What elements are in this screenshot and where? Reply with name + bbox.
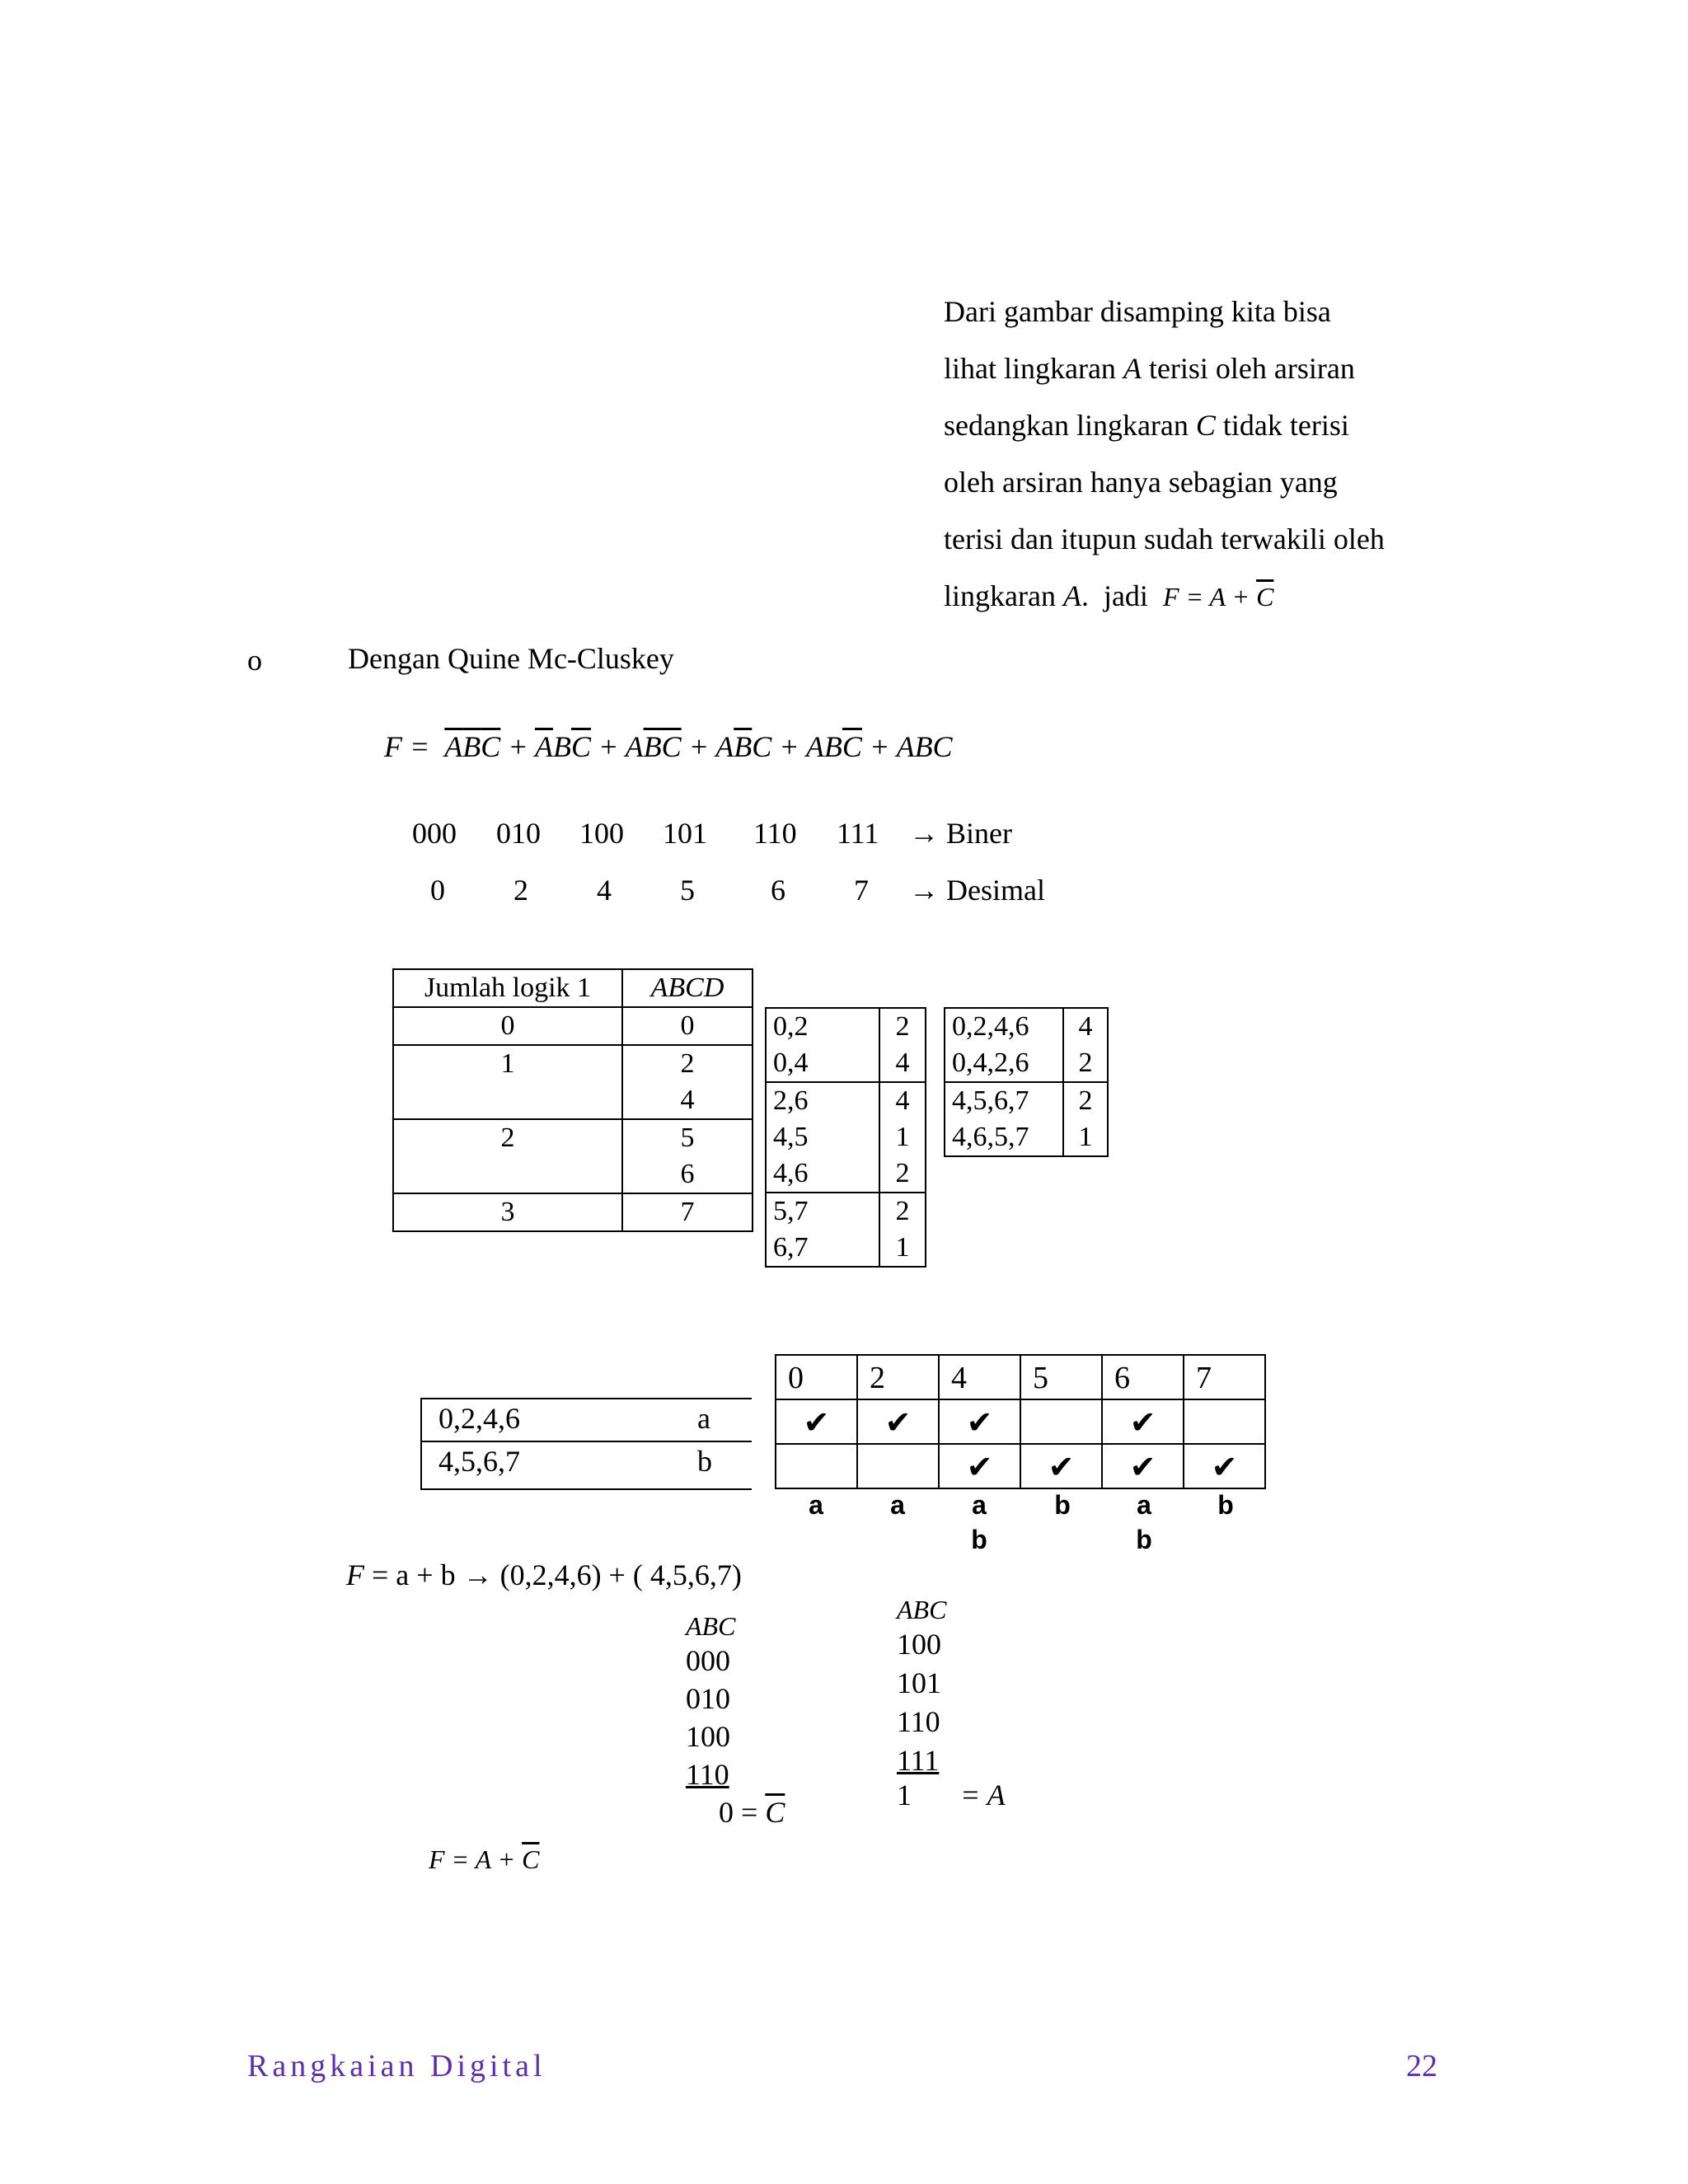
table-row (766, 1119, 926, 1155)
table-cell: 4 (622, 1082, 753, 1119)
table-cell: 4,6 (766, 1155, 879, 1193)
chart-column-header: 2 (856, 1354, 940, 1400)
column-tag: a (890, 1490, 905, 1520)
binary-value: 111 (837, 817, 879, 850)
table-cell: 4 (1063, 1008, 1108, 1045)
binary-value: 000 (412, 817, 457, 850)
group-right-row: 110 (897, 1705, 940, 1738)
table-cell: 6 (622, 1156, 753, 1193)
table-cell (393, 1156, 622, 1193)
table-row (393, 1045, 753, 1082)
column-tag: b (1054, 1490, 1071, 1520)
table-cell: 2 (879, 1193, 926, 1230)
table-cell: 3 (393, 1193, 622, 1231)
group-right-row: 111 (897, 1744, 940, 1777)
table-cell: 0,4,2,6 (945, 1045, 1063, 1082)
prime-row-divider (422, 1441, 752, 1442)
table-cell: 2 (879, 1155, 926, 1193)
chart-cell-a (938, 1399, 1021, 1445)
table-cell: 4 (879, 1045, 926, 1082)
chart-cell-b (1101, 1443, 1184, 1489)
check-icon: ✔ (966, 1404, 993, 1441)
chart-column-header: 4 (938, 1354, 1021, 1400)
chart-cell-a (1183, 1399, 1266, 1445)
inline-formula: $F = A + \overline{C}$ (1162, 582, 1274, 612)
coverage-tags (775, 1490, 1268, 1564)
table-row (393, 1193, 753, 1231)
table-cell: 2 (393, 1119, 622, 1156)
table-cell: 2,6 (766, 1082, 879, 1119)
group-left-row: 110 (686, 1758, 729, 1791)
check-icon: ✔ (966, 1449, 993, 1485)
decimal-value: 0 (430, 874, 445, 907)
group-right-result (897, 1778, 1006, 1812)
chart-cell-b (775, 1443, 858, 1489)
table-cell: 0,2 (766, 1008, 879, 1045)
table-row (393, 1082, 753, 1119)
decimal-value: 7 (854, 874, 869, 907)
table-cell: 5,7 (766, 1193, 879, 1230)
column-tag: b (971, 1525, 987, 1554)
column-tag: a (972, 1490, 987, 1520)
binary-value: 100 (579, 817, 624, 850)
binary-label: → Biner (909, 817, 1012, 850)
table-cell: 6,7 (766, 1230, 879, 1267)
decimal-label: → Desimal (909, 874, 1045, 907)
table-cell (393, 1082, 622, 1119)
prime-terms: 4,5,6,7 (438, 1445, 520, 1478)
result-f: F (346, 1558, 364, 1591)
group-right-eq: = A (960, 1779, 1006, 1811)
binary-value: 101 (663, 817, 707, 850)
decimal-value: 2 (513, 874, 528, 907)
column-tag: b (1217, 1490, 1234, 1520)
table-row (766, 1230, 926, 1267)
table-row (766, 1008, 926, 1045)
group-left (686, 1611, 785, 1830)
prime-terms: 0,2,4,6 (438, 1402, 520, 1435)
table-row (393, 1007, 753, 1045)
final-formula: $F = A + \overline{C}$ (429, 1844, 540, 1874)
paragraph-line: lingkaran A. jadi $F = A + \overline{C}$ (944, 579, 1274, 612)
result-line (346, 1558, 742, 1592)
result-text: = a + b → (0,2,4,6) + ( 4,5,6,7) (364, 1558, 742, 1591)
table-cell: 4 (879, 1082, 926, 1119)
header-abcd: ABCD (622, 969, 753, 1007)
chart-column-header: 7 (1183, 1354, 1266, 1400)
table-cell: 1 (393, 1045, 622, 1082)
chart-cell-a (1101, 1399, 1184, 1445)
table-row (945, 1045, 1108, 1082)
prime-label: b (697, 1445, 712, 1478)
prime-label: a (697, 1402, 710, 1435)
chart-cell-b (938, 1443, 1021, 1489)
table-cell: 0,4 (766, 1045, 879, 1082)
decimal-value: 6 (771, 874, 785, 907)
check-icon: ✔ (884, 1404, 912, 1441)
binary-value: 010 (496, 817, 541, 850)
prime-implicant-table (420, 1398, 752, 1490)
decimal-value: 4 (597, 874, 612, 907)
table-row (945, 1119, 1108, 1156)
check-icon: ✔ (1048, 1449, 1075, 1485)
bullet-marker: o (247, 644, 262, 677)
chart-cell-a (856, 1399, 940, 1445)
group-left-header: ABC (686, 1611, 736, 1641)
group-right-header: ABC (897, 1595, 947, 1624)
table-row (945, 1082, 1108, 1119)
chart-column-header: 0 (775, 1354, 858, 1400)
table-cell: 2 (1063, 1082, 1108, 1119)
table-cell: 4,6,5,7 (945, 1119, 1063, 1156)
check-icon: ✔ (1129, 1404, 1156, 1441)
chart-column-header: 5 (1020, 1354, 1103, 1400)
group-right (897, 1595, 1006, 1812)
quad-table (944, 1007, 1109, 1157)
group-right-row: 101 (897, 1666, 941, 1699)
chart-cell-b (1020, 1443, 1103, 1489)
footer-page-number: 22 (1406, 2049, 1437, 2083)
chart-cell-b (1183, 1443, 1266, 1489)
chart-cell-a (775, 1399, 858, 1445)
paragraph-line: terisi dan itupun sudah terwakili oleh (944, 523, 1385, 555)
table-row (393, 1156, 753, 1193)
check-icon: ✔ (803, 1404, 830, 1441)
table-row (766, 1082, 926, 1119)
footer-title: Rangkaian Digital (247, 2049, 546, 2083)
table-cell: 4,5,6,7 (945, 1082, 1063, 1119)
table-cell: 0,2,4,6 (945, 1008, 1063, 1045)
table-cell: 2 (879, 1008, 926, 1045)
table-cell: 5 (622, 1119, 753, 1156)
table-cell: 0 (393, 1007, 622, 1045)
chart-column-header: 6 (1101, 1354, 1184, 1400)
grouping-table (392, 968, 753, 1232)
table-cell: 0 (622, 1007, 753, 1045)
sop-formula: $F = \overline{A}\overline{B}\overline{C} + \overline{A}B\overline{C} + A\overline{B}\overline{C} + A\overline{B}C + AB\overline{C}$ + ABC (384, 730, 953, 763)
group-left-result: $0 = \overline{C}$ (719, 1796, 785, 1829)
paragraph-line: lihat lingkaran A terisi oleh arsiran (944, 352, 1355, 385)
group-left-row: 000 (686, 1644, 730, 1677)
check-icon: ✔ (1129, 1449, 1156, 1485)
group-left-row: 010 (686, 1682, 730, 1715)
table-row (393, 1119, 753, 1156)
section-title: Dengan Quine Mc-Cluskey (348, 642, 674, 675)
table-cell: 1 (879, 1230, 926, 1267)
table-header-row (393, 969, 753, 1007)
paragraph-line: oleh arsiran hanya sebagian yang (944, 466, 1338, 499)
table-cell: 7 (622, 1193, 753, 1231)
table-row (766, 1193, 926, 1230)
table-cell: 2 (622, 1045, 753, 1082)
decimal-value: 5 (680, 874, 695, 907)
header-jumlah: Jumlah logik 1 (393, 969, 622, 1007)
chart-cell-a (1020, 1399, 1103, 1445)
pair-table (765, 1007, 926, 1268)
table-cell: 1 (1063, 1119, 1108, 1156)
table-cell: 1 (879, 1119, 926, 1155)
table-row (766, 1155, 926, 1193)
binary-value: 110 (753, 817, 797, 850)
table-row (766, 1045, 926, 1082)
column-tag: a (809, 1490, 823, 1520)
coverage-chart (775, 1354, 1268, 1488)
column-tag: b (1136, 1525, 1152, 1554)
table-cell: 2 (1063, 1045, 1108, 1082)
explanation-paragraph (944, 295, 1455, 636)
paragraph-line: sedangkan lingkaran C tidak terisi (944, 409, 1349, 442)
table-cell: 4,5 (766, 1119, 879, 1155)
column-tag: a (1137, 1490, 1151, 1520)
check-icon: ✔ (1211, 1449, 1238, 1485)
group-right-digit: 1 (897, 1779, 912, 1811)
table-row (945, 1008, 1108, 1045)
group-right-row: 100 (897, 1628, 941, 1661)
group-left-row: 100 (686, 1720, 730, 1753)
paragraph-line: Dari gambar disamping kita bisa (944, 295, 1331, 328)
chart-cell-b (856, 1443, 940, 1489)
